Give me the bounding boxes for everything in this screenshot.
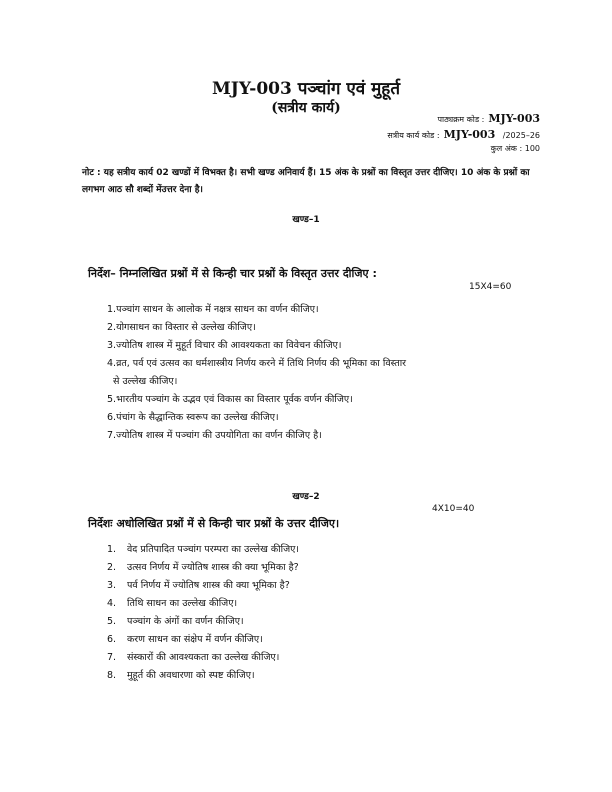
question-text: पर्व निर्णय में ज्योतिष शास्त्र की क्या भूमिका है? [127, 580, 290, 591]
question-text: वेद प्रतिपादित पञ्चांग परम्परा का उल्लेख कीजिए। [127, 544, 300, 555]
section2-question-list [107, 541, 299, 685]
section1-question: 1.पञ्चांग साधन के आलोक में नक्षत्र साधन का वर्णन कीजिए। [107, 304, 319, 315]
section1-question: 3.ज्योतिष शास्त्र में मुहूर्त विचार की आवश्यकता का विवेचन कीजिए। [107, 340, 342, 351]
section1-directive: निर्देश– निम्नलिखित प्रश्नों में से किन्ही चार प्रश्नों के विस्तृत उत्तर दीजिए : [88, 267, 377, 280]
question-number: 3. [107, 580, 117, 591]
note-paragraph: नोट : यह सत्रीय कार्य 02 खण्डों में विभक्त है। सभी खण्ड अनिवार्य हैं। 15 अंक के प्रश्नों का विस्तृत उत्तर दीजिए। 10 अंक के प्रश्नों का लगभग आठ सौ शब्दों मेंउत्तर देना है। [82, 168, 530, 195]
course-code-label: पाठ्यक्रम कोड : [437, 115, 485, 124]
question-text: मुहूर्त की अवधारणा को स्पष्ट कीजिए। [127, 670, 255, 681]
page-title: MJY-003 पञ्चांग एवं मुहूर्त [211, 79, 401, 99]
assignment-code-label: सत्रीय कार्य कोड : [387, 131, 440, 140]
section2-question [107, 595, 299, 613]
total-marks: कुल अंक : 100 [490, 144, 540, 153]
section2-question [107, 649, 299, 667]
section1-question: 5.भारतीय पञ्चांग के उद्भव एवं विकास का विस्तार पूर्वक वर्णन कीजिए। [107, 394, 353, 405]
section1-question-list [107, 301, 406, 445]
session-label: /2025–26 [502, 131, 540, 140]
question-number: 2. [107, 562, 117, 573]
question-text: उत्सव निर्णय में ज्योतिष शास्त्र की क्या भूमिका है? [127, 562, 299, 573]
section1-question: 6.पंचांग के सैद्धान्तिक स्वरूप का उल्लेख कीजिए। [107, 412, 279, 423]
assignment-code [387, 128, 540, 141]
section1-heading: खण्ड–1 [292, 215, 320, 225]
question-text: संस्कारों की आवश्यकता का उल्लेख कीजिए। [127, 652, 280, 663]
section2-directive: निर्देशः अधोलिखित प्रश्नों में से किन्ही चार प्रश्नों के उत्तर दीजिए। [88, 517, 340, 530]
question-number: 1. [107, 544, 117, 555]
section2-question [107, 631, 299, 649]
question-number: 5. [107, 616, 117, 627]
section2-question [107, 577, 299, 595]
section2-question [107, 541, 299, 559]
section1-question: 7.ज्योतिष शास्त्र में पञ्चांग की उपयोगिता का वर्णन कीजिए है। [107, 430, 322, 441]
section1-marks: 15X4=60 [469, 282, 512, 292]
question-text: करण साधन का संक्षेप में वर्णन कीजिए। [127, 634, 263, 645]
question-number: 7. [107, 652, 117, 663]
question-text: तिथि साधन का उल्लेख कीजिए। [127, 598, 238, 609]
assignment-code-value: MJY-003 [443, 128, 496, 141]
question-number: 8. [107, 670, 117, 681]
section2-marks: 4X10=40 [432, 504, 475, 514]
question-number: 4. [107, 598, 117, 609]
course-code-value: MJY-003 [488, 112, 540, 125]
section2-question [107, 559, 299, 577]
section1-question: 4.व्रत, पर्व एवं उत्सव का धर्मशास्त्रीय निर्णय करने में तिथि निर्णय की भूमिका का विस्तार [107, 358, 407, 369]
question-text: पञ्चांग के अंगों का वर्णन कीजिए। [127, 616, 244, 627]
question-number: 6. [107, 634, 117, 645]
course-code [437, 112, 540, 125]
section2-heading: खण्ड–2 [292, 492, 320, 502]
section2-question [107, 613, 299, 631]
section1-question-continuation: से उल्लेख कीजिए। [107, 376, 178, 387]
page-subtitle: (सत्रीय कार्य) [271, 100, 341, 116]
section2-question [107, 667, 299, 685]
section1-question: 2.योगसाधन का विस्तार से उल्लेख कीजिए। [107, 322, 256, 333]
